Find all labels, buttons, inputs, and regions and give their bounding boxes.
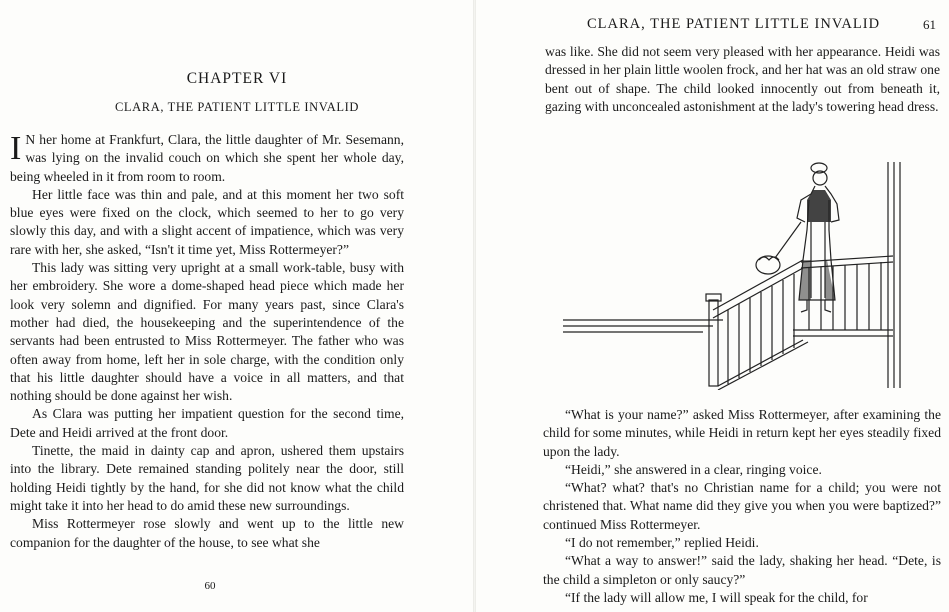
paragraph: As Clara was putting her impatient question for the second time, Dete and Heidi arrived at the front door. <box>10 406 404 440</box>
left-page-text <box>10 131 404 552</box>
maid-on-staircase-illustration <box>563 160 941 390</box>
paragraph: “What is your name?” asked Miss Rottermeyer, after examining the child for some minutes, while Heidi in return kept her eyes steadily fixed upon the lady. <box>543 407 941 459</box>
page-number: 61 <box>923 17 936 32</box>
right-page <box>475 0 949 612</box>
paragraph: “Heidi,” she answered in a clear, ringing voice. <box>565 461 822 477</box>
paragraph: Tinette, the maid in dainty cap and apron, ushered them upstairs into the library. Dete remained standing politely near the door, still holding Heidi tightly by the hand, for she did not know what the child might take it into her head to do amid these new surroundings. <box>10 443 404 513</box>
drop-cap: I <box>10 130 22 167</box>
chapter-title: CLARA, THE PATIENT LITTLE INVALID <box>115 100 359 114</box>
paragraph: “If the lady will allow me, I will speak for the child, for <box>565 589 868 605</box>
paragraph <box>10 131 404 186</box>
paragraph-text: N her home at Frankfurt, Clara, the little daughter of Mr. Sesemann, was lying on the invalid couch on which she spent her whole day, being wheeled in it from room to room. <box>10 132 404 184</box>
paragraph: “I do not remember,” replied Heidi. <box>565 535 759 551</box>
page-number: 60 <box>204 580 216 592</box>
running-head: CLARA, THE PATIENT LITTLE INVALID <box>587 16 881 32</box>
paragraph: “What a way to answer!” said the lady, shaking her head. “Dete, is the child a simpleton or only saucy?” <box>543 553 941 587</box>
paragraph: was like. She did not seem very pleased with her appearance. Heidi was dressed in her plain little woolen frock, and her hat was an old straw one bent out of shape. The child looked innocently out from beneath it, gazing with unconcealed astonishment at the lady's towering head dress. <box>545 44 940 114</box>
left-page <box>0 0 474 612</box>
paragraph: “What? what? that's no Christian name for a child; you were not christened that. What name did they give you when you were baptized?” continued Miss Rottermeyer. <box>543 480 941 532</box>
paragraph: Her little face was thin and pale, and at this moment her two soft blue eyes were fixed on the clock, which seemed to her to go very slowly this day, and with a slight accent of impatience, which was very rare with her, she asked, “Isn't it time yet, Miss Rottermeyer?” <box>10 186 404 257</box>
paragraph: This lady was sitting very upright at a small work-table, busy with her embroidery. She wore a dome-shaped head piece which made her look very solemn and dignified. For many years past, since Clara's mother had died, the housekeeping and the superintendence of the servants had been entrusted to Miss Rottermeyer. The father who was often away from home, left her in sole charge, with the condition only that his little daughter should have a voice in all matters, and that nothing should be done against her wish. <box>10 260 404 404</box>
right-page-text-bottom <box>543 406 941 607</box>
chapter-number: CHAPTER VI <box>186 70 288 87</box>
right-page-text-top <box>545 43 940 116</box>
paragraph: Miss Rottermeyer rose slowly and went up to the little new companion for the daughter of the house, to see what she <box>10 516 404 550</box>
